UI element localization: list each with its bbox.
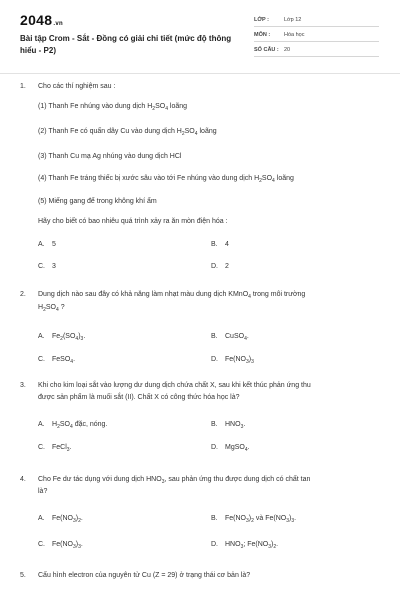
document-title: Bài tập Crom - Sắt - Đồng có giải chi tiết (mức độ thông hiểu - P2) <box>20 34 232 55</box>
question-item: (4) Thanh Fe tráng thiếc bị xước sâu vào tới Fe nhúng vào dung dịch $H_2SO_4$ loãng <box>38 175 294 184</box>
option-c[interactable]: C. FeCl$_3$. <box>38 444 72 453</box>
site-logo[interactable]: 2048.vn <box>20 12 63 28</box>
option-c[interactable]: C. $Fe(NO_3)_3$. <box>38 541 83 550</box>
option-a[interactable]: A. 5 <box>38 241 56 248</box>
option-a[interactable]: A. $H_2SO_4$ đặc, nóng. <box>38 421 108 430</box>
question-stem: Cấu hình electron của nguyên tử Cu (Z = 29) ở trạng thái cơ bản là? <box>38 572 251 579</box>
option-b[interactable]: B. $Fe(NO_3)_2$ và $Fe(NO_3)_3$. <box>211 515 297 524</box>
question-item: (2) Thanh Fe có quấn dây Cu vào dung dịch $H_2SO_4$ loãng <box>38 128 217 137</box>
question-item: (1) Thanh Fe nhúng vào dung dịch $H_2SO_4$ loãng <box>38 103 188 112</box>
option-a[interactable]: A. $Fe(NO_3)_2$. <box>38 515 83 524</box>
question-item: (5) Miếng gang để trong không khí ẩm <box>38 198 157 205</box>
question-stem: Cho các thí nghiệm sau : <box>38 83 116 90</box>
option-b[interactable]: B. CuSO$_4$. <box>211 333 249 342</box>
header-divider <box>0 73 400 74</box>
document-header: 2048.vn Bài tập Crom - Sắt - Đồng có giải chi tiết (mức độ thông hiểu - P2) LỚP : Lớp 12 MÔN : Hóa học SỐ CÂU : 20 <box>0 0 400 70</box>
option-d[interactable]: D. 2 <box>211 263 229 270</box>
option-c[interactable]: C. 3 <box>38 263 56 270</box>
document-page: 2048.vn Bài tập Crom - Sắt - Đồng có giải chi tiết (mức độ thông hiểu - P2) LỚP : Lớp 12 MÔN : Hóa học SỐ CÂU : 20 1. Cho các thí nghiệm sau : (1) Thanh Fe nhúng vào dung dịch $H_2SO_4$ loãng (2) Thanh Fe có quấn dây Cu vào dung dịch $H_2SO_4$ loãng (3) Thanh Cu mạ Ag nhúng vào dung dịch HCl (4) Thanh Fe tráng thiếc bị xước sâu vào tới Fe nhúng vào dung dịch $H_2SO_4$ loãng (5) Miếng gang để trong không khí ẩm Hãy cho biết có bao nhiêu quá trình xảy ra ăn mòn điện hóa : A. 5 B. 4 C. 3 D. 2 2. Dung dịch nào sau đây có khả năng làm nhạt màu dung dịch KMnO$_4$ trong môi trường $H_2SO_4$ ? A. $Fe_2(SO_4)_3$. B. CuSO$_4$. C. FeSO$_4$. D. $Fe(NO_3)_3$ 3. Khi cho kim loại sắt vào lượng dư dung dịch chứa chất X, sau khi kết thúc phản ứng thu được sản phẩm là muối sắt (II). Chất X có công thức hóa học là? A. $H_2SO_4$ đặc, nóng. B. $HNO_3$. C. FeCl$_3$. D. MgSO$_4$. 4. Cho Fe dư tác dụng với dung dịch $HNO_3$, sau phản ứng thu được dung dịch có chất tan là? A. $Fe(NO_3)_2$. B. $Fe(NO_3)_2$ và $Fe(NO_3)_3$. C. $Fe(NO_3)_3$. D. $HNO_3$; $Fe(NO_3)_2$. 5. Cấu hình electron của nguyên tử Cu (Z = 29) ở trạng thái cơ bản là? <box>0 0 400 600</box>
option-a[interactable]: A. $Fe_2(SO_4)_3$. <box>38 333 86 342</box>
option-d[interactable]: D. $HNO_3$; $Fe(NO_3)_2$. <box>211 541 279 550</box>
question-stem: Dung dịch nào sau đây có khả năng làm nhạt màu dung dịch KMnO$_4$ trong môi trường $H_2SO_4$ ? <box>38 291 306 313</box>
option-b[interactable]: B. $HNO_3$. <box>211 421 246 430</box>
question-prompt: Hãy cho biết có bao nhiêu quá trình xảy ra ăn mòn điện hóa : <box>38 218 228 225</box>
question-stem: Cho Fe dư tác dụng với dung dịch $HNO_3$, sau phản ứng thu được dung dịch có chất tan là? <box>38 476 311 495</box>
option-b[interactable]: B. 4 <box>211 241 229 248</box>
question-stem: Khi cho kim loại sắt vào lượng dư dung dịch chứa chất X, sau khi kết thúc phản ứng thu được sản phẩm là muối sắt (II). Chất X có công thức hóa học là? <box>38 382 311 401</box>
option-d[interactable]: D. MgSO$_4$. <box>211 444 250 453</box>
question-item: (3) Thanh Cu mạ Ag nhúng vào dung dịch HCl <box>38 153 182 160</box>
option-c[interactable]: C. FeSO$_4$. <box>38 356 76 365</box>
option-d[interactable]: D. $Fe(NO_3)_3$ <box>211 356 254 365</box>
